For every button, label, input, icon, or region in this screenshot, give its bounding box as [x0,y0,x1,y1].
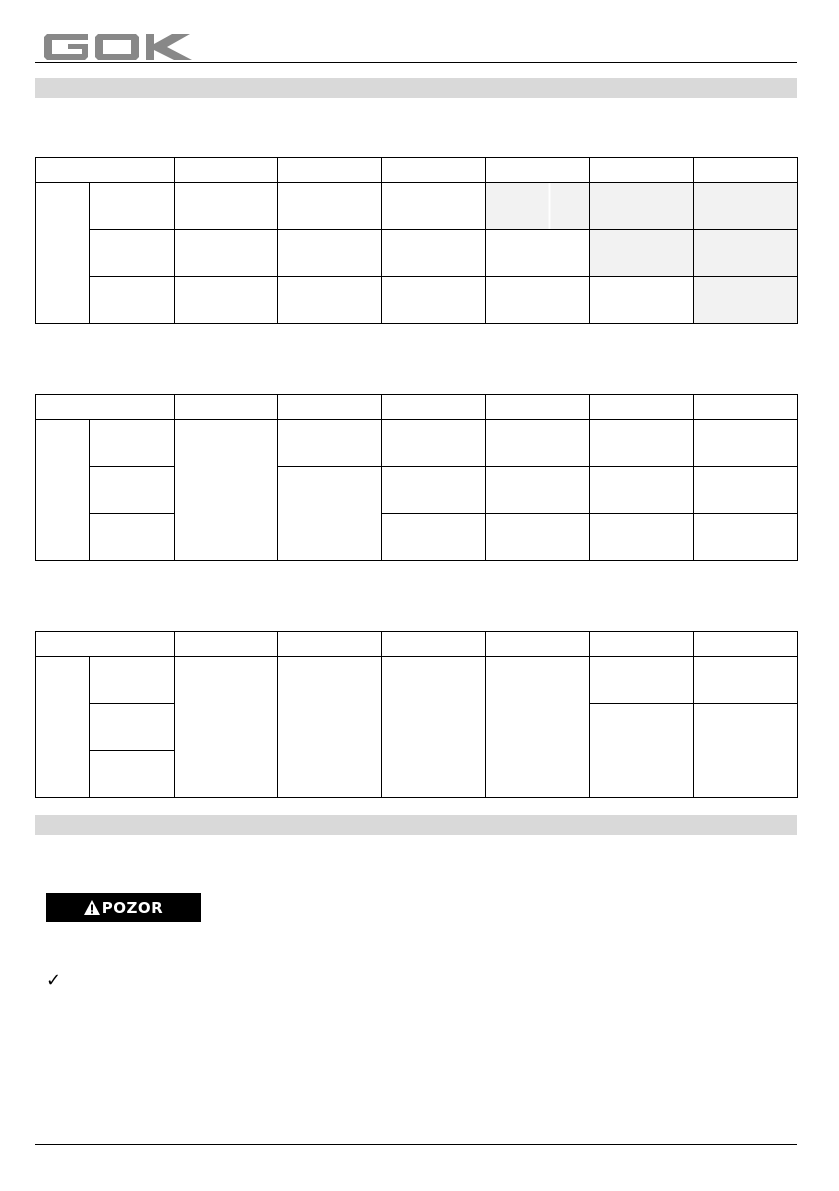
table-cell-shaded [694,277,798,324]
table-cell [382,183,486,230]
row-label-cell [90,183,175,230]
header-rule [35,62,797,63]
table-cell [382,514,486,561]
header-cell [590,395,694,420]
table-header-row [36,632,798,657]
merged-cell [382,657,486,798]
table-cell [486,514,590,561]
header-cell [175,395,278,420]
group-cell [36,183,90,324]
header-cell [694,632,798,657]
row-label-cell [90,704,175,751]
table-cell-shaded [694,230,798,277]
section-band-2 [35,815,797,835]
header-cell [278,395,382,420]
table-cell [278,420,382,467]
row-label-cell [90,420,175,467]
header-cell [486,632,590,657]
merged-cell [278,467,382,561]
table-cell-shaded [590,230,694,277]
table-cell [486,420,590,467]
table-cell [382,420,486,467]
header-cell [36,158,175,183]
warning-triangle-icon [84,900,100,915]
header-cell [175,632,278,657]
table-row [36,183,798,230]
group-cell [36,420,90,561]
spec-table-2 [35,394,798,561]
table-header-row [36,158,798,183]
table-cell [175,277,278,324]
header-cell [278,632,382,657]
table-cell [694,514,798,561]
gok-logo [44,34,194,60]
table-cell [694,420,798,467]
row-label-cell [90,230,175,277]
header-cell [175,158,278,183]
table-row [36,514,798,561]
header-cell [694,395,798,420]
table-cell [694,467,798,514]
checkmark-icon: ✓ [46,970,62,991]
table-cell [382,277,486,324]
header-cell [278,158,382,183]
row-label-cell [90,657,175,704]
table-header-row [36,395,798,420]
section-band-1 [35,78,797,98]
spec-table-1 [35,157,798,324]
table-cell [590,514,694,561]
table-cell [486,230,590,277]
table-cell [382,230,486,277]
header-cell [382,395,486,420]
row-label-cell [90,277,175,324]
warning-text: POZOR [101,898,164,917]
row-label-cell [90,751,175,798]
merged-cell [486,657,590,798]
table-cell [278,277,382,324]
table-cell [590,467,694,514]
row-label-cell [90,514,175,561]
table-cell [486,467,590,514]
merged-cell [175,420,278,561]
merged-cell [175,657,278,798]
footer-rule [35,1144,797,1145]
table-row [36,657,798,704]
table-cell [590,277,694,324]
header-cell [590,632,694,657]
table-cell-shaded [486,183,590,230]
warning-label [46,893,201,922]
group-cell [36,657,90,798]
table-cell [590,657,694,704]
table-cell [278,183,382,230]
table-cell [590,420,694,467]
header-cell [486,158,590,183]
spec-table-3 [35,631,798,798]
table-cell [278,230,382,277]
table-cell-shaded [590,183,694,230]
table-row [36,420,798,467]
merged-cell [590,704,694,798]
table-row [36,467,798,514]
table-cell [175,230,278,277]
merged-cell [278,657,382,798]
table-row [36,277,798,324]
table-cell [175,183,278,230]
merged-cell [694,704,798,798]
table-cell [486,277,590,324]
header-cell [382,632,486,657]
header-cell [36,632,175,657]
header-cell [486,395,590,420]
table-cell [382,467,486,514]
header-cell [382,158,486,183]
row-label-cell [90,467,175,514]
header-cell [694,158,798,183]
table-cell [694,657,798,704]
table-cell-shaded [694,183,798,230]
header-cell [36,395,175,420]
header-cell [590,158,694,183]
table-row [36,230,798,277]
